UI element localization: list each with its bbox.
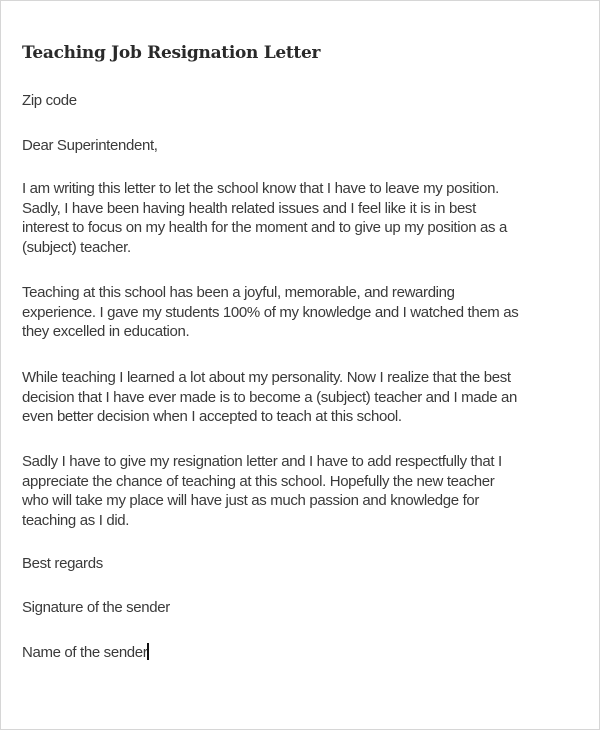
paragraph-4 [22,452,502,531]
text-cursor [147,643,149,660]
text-line: interest to focus on my health for the moment and to give up my position as a [22,219,507,237]
text-line: experience. I gave my students 100% of my knowledge and I watched them as [22,303,519,321]
letter-title: Teaching Job Resignation Letter [22,43,321,63]
text-line: Sadly, I have been having health related issues and I feel like it is in best [22,199,476,217]
text-line: I am writing this letter to let the school know that I have to leave my position. [22,180,499,197]
paragraph-3 [22,368,517,427]
text-line: even better decision when I accepted to teach at this school. [22,408,402,426]
sender-name: Name of the sender [22,644,148,661]
zip-code: Zip code [22,92,77,109]
text-line: appreciate the chance of teaching at this school. Hopefully the new teacher [22,472,495,490]
sender-name-line[interactable] [22,643,149,663]
text-line: decision that I have ever made is to become a (subject) teacher and I made an [22,388,518,406]
paragraph-2 [22,283,518,342]
signature-line: Signature of the sender [22,599,170,616]
text-line: Sadly I have to give my resignation letter and I have to add respectfully that I [22,453,502,470]
greeting: Dear Superintendent, [22,137,158,154]
paragraph-1 [22,179,507,258]
text-line: Teaching at this school has been a joyful, memorable, and rewarding [22,284,455,301]
closing: Best regards [22,555,103,572]
text-line: they excelled in education. [22,323,190,341]
text-line: teaching as I did. [22,512,130,530]
text-line: While teaching I learned a lot about my personality. Now I realize that the best [22,369,511,386]
text-line: (subject) teacher. [22,239,131,257]
text-line: who will take my place will have just as much passion and knowledge for [22,492,480,510]
